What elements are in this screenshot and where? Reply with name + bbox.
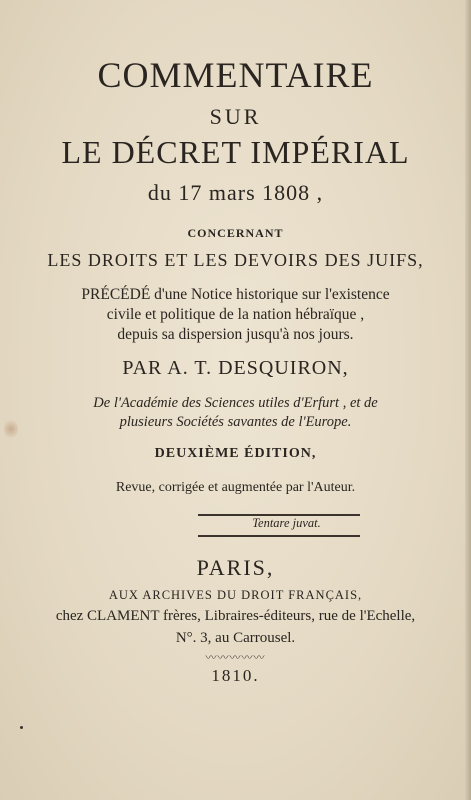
publisher-line-2: chez CLAMENT frères, Libraires-éditeurs, rue de l'Echelle, <box>55 608 416 624</box>
author-line: PAR A. T. DESQUIRON, <box>122 357 349 379</box>
notice-line-2: civile et politique de la nation hébraïque , <box>106 306 365 323</box>
decorative-ornament: 〰〰〰〰〰 <box>205 652 266 664</box>
ink-fleck <box>20 726 23 729</box>
notice-line-1: PRÉCÉDÉ d'une Notice historique sur l'existence <box>81 286 390 303</box>
edition-label: DEUXIÈME ÉDITION, <box>154 446 317 461</box>
publisher-line-1: AUX ARCHIVES DU DROIT FRANÇAIS, <box>108 588 363 602</box>
motto-rule-bottom <box>198 535 360 537</box>
concernant-label: CONCERNANT <box>187 226 284 240</box>
publication-year: 1810. <box>211 666 260 685</box>
publisher-address: N°. 3, au Carrousel. <box>175 630 296 646</box>
book-title: COMMENTAIRE <box>97 55 374 95</box>
subtitle-droits: LES DROITS ET LES DEVOIRS DES JUIFS, <box>47 250 424 270</box>
imprint-city: PARIS, <box>196 555 275 580</box>
academy-line-1: De l'Académie des Sciences utiles d'Erfurt , et de <box>93 395 378 411</box>
title-subject: LE DÉCRET IMPÉRIAL <box>61 134 410 170</box>
title-connector: SUR <box>209 104 262 129</box>
academy-line-2: plusieurs Sociétés savantes de l'Europe. <box>119 414 352 430</box>
decree-date: du 17 mars 1808 , <box>147 180 324 205</box>
motto: Tentare juvat. <box>252 516 321 530</box>
revision-note: Revue, corrigée et augmentée par l'Auteur. <box>115 480 356 495</box>
notice-line-3: depuis sa dispersion jusqu'à nos jours. <box>117 326 354 343</box>
